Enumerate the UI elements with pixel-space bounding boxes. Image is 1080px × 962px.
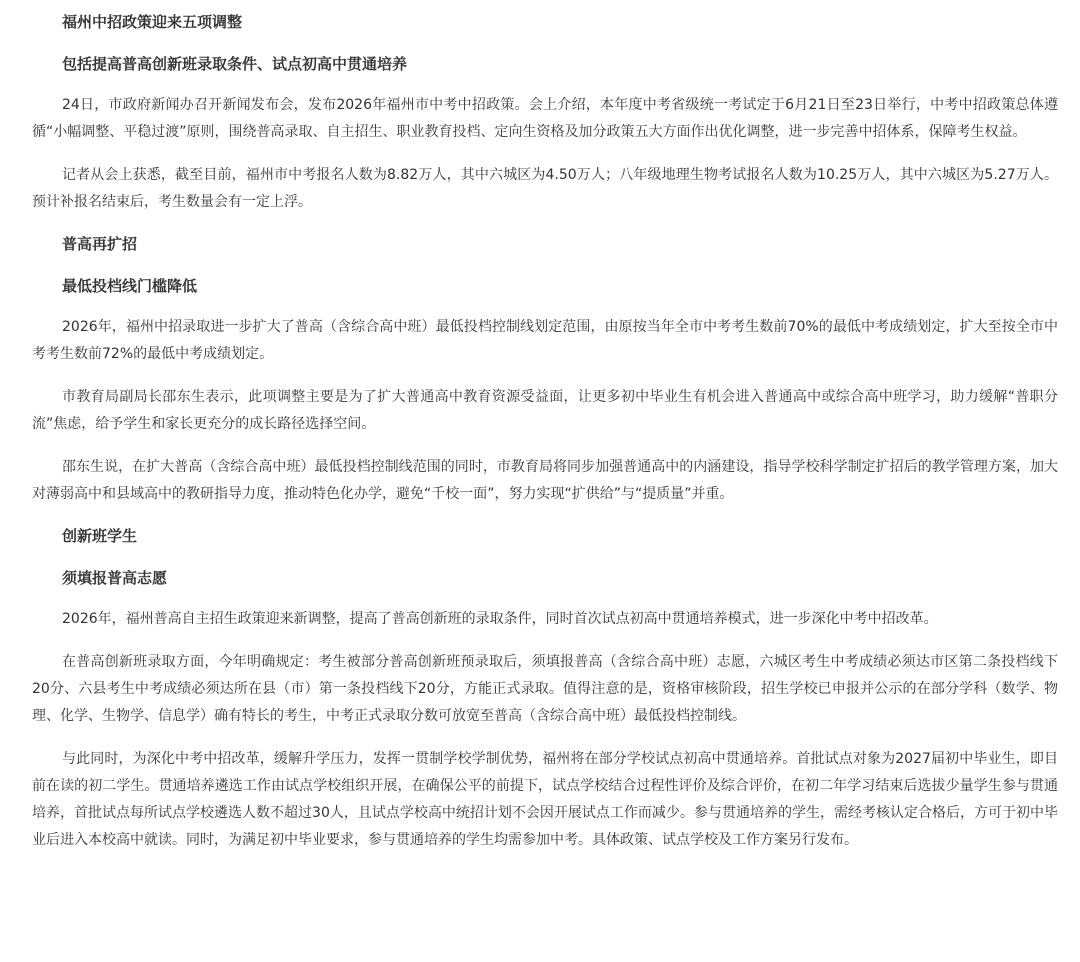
section-paragraph: 2026年，福州普高自主招生政策迎来新调整，提高了普高创新班的录取条件，同时首次试点初高中贯通培养模式，进一步深化中考中招改革。 bbox=[62, 611, 938, 627]
section-heading: 创新班学生 bbox=[62, 527, 138, 545]
section-subheading: 须填报普高志愿 bbox=[62, 569, 168, 587]
section-paragraph: 与此同时，为深化中考中招改革，缓解升学压力，发挥一贯制学校学制优势，福州将在部分学校试点初高中贯通培养。首批试点对象为2027届初中毕业生，即目前在读的初二学生。贯通培养遴选工作由试点学校组织开展，在确保公平的前提下，试点学校结合过程性评价及综合评价，在初二年学习结束后选拔少量学生参与贯通培养，首批试点每所试点学校遴选人数不超过30人，且试点学校高中统招计划不会因开展试点工作而减少。参与贯通培养的学生，需经考核认定合格后，方可于初中毕业后进入本校高中就读。同时，为满足初中毕业要求，参与贯通培养的学生均需参加中考。具体政策、试点学校及工作方案另行发布。 bbox=[32, 751, 1058, 848]
section-paragraph: 在普高创新班录取方面，今年明确规定：考生被部分普高创新班预录取后，须填报普高（含综合高中班）志愿，六城区考生中考成绩必须达市区第二条投档线下20分、六县考生中考成绩必须达所在县（市）第一条投档线下20分，方能正式录取。值得注意的是，资格审核阶段，招生学校已申报并公示的在部分学科（数学、物理、化学、生物学、信息学）确有特长的考生，中考正式录取分数可放宽至普高（含综合高中班）最低投档控制线。 bbox=[32, 654, 1058, 724]
section-paragraph: 邵东生说，在扩大普高（含综合高中班）最低投档控制线范围的同时，市教育局将同步加强普通高中的内涵建设，指导学校科学制定扩招后的教学管理方案，加大对薄弱高中和县域高中的教研指导力度，推动特色化办学，避免“千校一面”，努力实现“扩供给”与“提质量”并重。 bbox=[32, 459, 1058, 502]
article-subtitle: 包括提高普高创新班录取条件、试点初高中贯通培养 bbox=[62, 55, 408, 73]
intro-paragraph: 24日，市政府新闻办召开新闻发布会，发布2026年福州市中考中招政策。会上介绍，本年度中考省级统一考试定于6月21日至23日举行，中考中招政策总体遵循“小幅调整、平稳过渡”原则，围绕普高录取、自主招生、职业教育投档、定向生资格及加分政策五大方面作出优化调整，进一步完善中招体系，保障考生权益。 bbox=[32, 97, 1058, 140]
section-heading: 普高再扩招 bbox=[62, 235, 138, 253]
article-title: 福州中招政策迎来五项调整 bbox=[62, 13, 243, 31]
section-paragraph: 2026年，福州中招录取进一步扩大了普高（含综合高中班）最低投档控制线划定范围，由原按当年全市中考考生数前70%的最低中考成绩划定，扩大至按全市中考考生数前72%的最低中考成绩划定。 bbox=[32, 319, 1058, 362]
section-subheading: 最低投档线门槛降低 bbox=[62, 277, 198, 295]
section-paragraph: 市教育局副局长邵东生表示，此项调整主要是为了扩大普通高中教育资源受益面，让更多初中毕业生有机会进入普通高中或综合高中班学习，助力缓解“普职分流”焦虑，给予学生和家长更充分的成长路径选择空间。 bbox=[32, 389, 1058, 432]
intro-paragraph: 记者从会上获悉，截至目前，福州市中考报名人数为8.82万人，其中六城区为4.50万人；八年级地理生物考试报名人数为10.25万人，其中六城区为5.27万人。预计补报名结束后，考生数量会有一定上浮。 bbox=[32, 167, 1058, 210]
